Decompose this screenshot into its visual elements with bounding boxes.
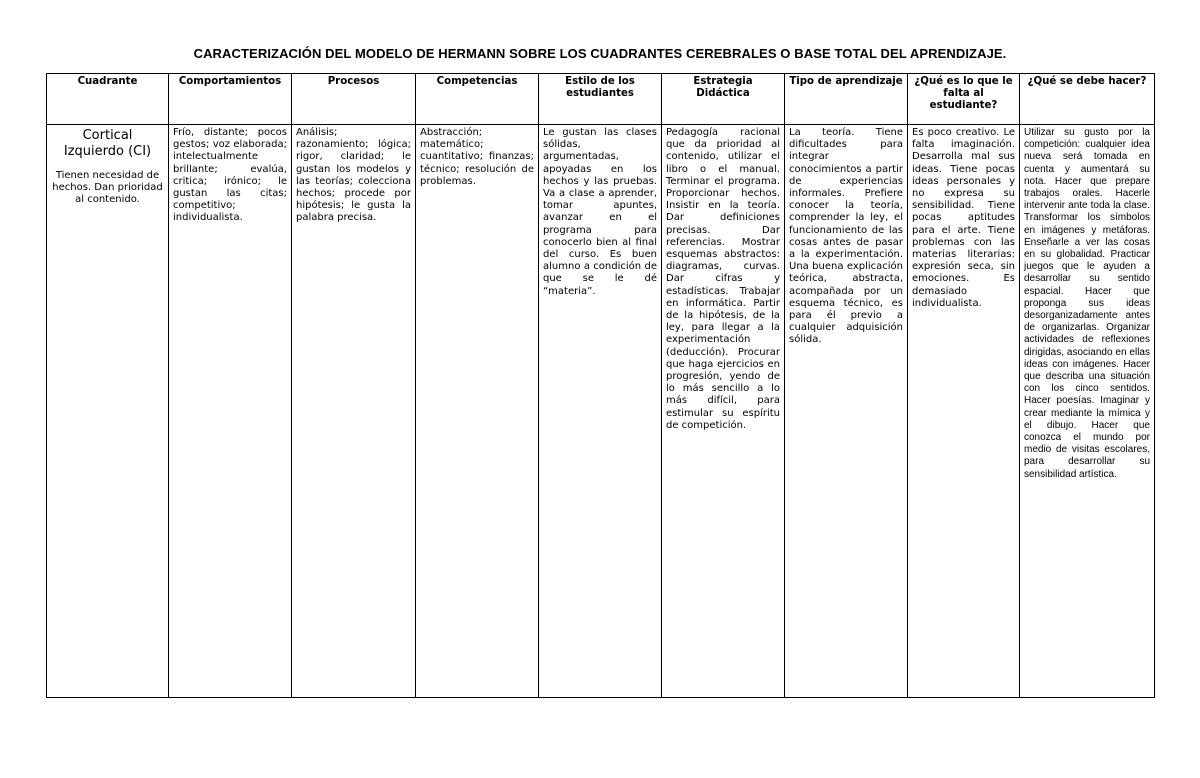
table-header-row [47, 74, 1155, 125]
header-cuadrante: Cuadrante [47, 74, 169, 125]
tipo-text: La teoría. Tiene dificultades para integrar conocimientos a partir de experiencias informales. Prefiere conocer la teoría, comprender la ley, el funcionamiento de las cosas antes de pasar a la experimentación. Una buena explicación teórica, abstracta, acompañada por un esquema técnico, es para él previo a cualquier adquisición sólida. [789, 127, 903, 346]
comportamientos-text: Frío, distante; pocos gestos; voz elaborada; intelectualmente brillante; evalúa, critica; irónico; le gustan las citas; competitivo; individualista. [173, 127, 287, 224]
estilo-text: Le gustan las clases sólidas, argumentadas, apoyadas en los hechos y las pruebas. Va a clase a aprender, tomar apuntes, avanzar en el programa para conocerlo bien al final del curso. Es buen alumno a condición de que se le dé “materia”. [543, 127, 657, 297]
competencias-text: Abstracción; matemático; cuantitativo; finanzas; técnico; resolución de problemas. [420, 127, 534, 187]
header-hacer: ¿Qué se debe hacer? [1020, 74, 1155, 125]
quadrant-name: Cortical Izquierdo (CI) [63, 128, 152, 159]
hacer-text: Utilizar su gusto por la competición: cualquier idea nueva será tomada en cuenta y aumentará su nota. Hacer que prepare trabajos orales. Hacerle intervenir ante toda la clase. Transformar los símbolos en imágenes y metáforas. Enseñarle a ver las cosas en su globalidad. Practicar juegos que le ayuden a desarrollar su sentido espacial. Hacer que proponga sus ideas desorganizadamente antes de organizarlas. Organizar actividades de reflexiones dirigidas, asociando en ellas ideas con imágenes. Hacer que describa una situación con los cinco sentidos. Hacer poesías. Imaginar y crear mediante la mímica y el dibujo. Hacer que conozca el mundo por medio de visitas escolares, para desarrollar su sensibilidad artística. [1024, 127, 1150, 480]
cell-estrategia [662, 125, 785, 698]
header-comportamientos: Comportamientos [169, 74, 292, 125]
cell-falta [908, 125, 1020, 698]
cell-estilo [539, 125, 662, 698]
header-falta: ¿Qué es lo que le falta al estudiante? [908, 74, 1020, 125]
cell-cuadrante [47, 125, 169, 698]
hermann-quadrant-table [46, 73, 1155, 698]
header-estilo: Estilo de los estudiantes [539, 74, 662, 125]
cell-tipo [785, 125, 908, 698]
header-estrategia: Estrategia Didáctica [662, 74, 785, 125]
header-competencias: Competencias [416, 74, 539, 125]
cell-competencias [416, 125, 539, 698]
header-tipo: Tipo de aprendizaje [785, 74, 908, 125]
falta-text: Es poco creativo. Le falta imaginación. Desarrolla mal sus ideas. Tiene pocas ideas personales y no expresa su sensibilidad. Tiene pocas aptitudes para el arte. Tiene problemas con las materias literarias: expresión seca, sin emociones. Es demasiado individualista. [912, 127, 1015, 309]
cell-comportamientos [169, 125, 292, 698]
header-procesos: Procesos [292, 74, 416, 125]
procesos-text: Análisis; razonamiento; lógica; rigor, claridad; le gustan los modelos y las teorías; colecciona hechos; procede por hipótesis; le gusta la palabra precisa. [296, 127, 411, 224]
cell-procesos [292, 125, 416, 698]
cell-hacer [1020, 125, 1155, 698]
estrategia-text: Pedagogía racional que da prioridad al contenido, utilizar el libro o el manual. Terminar el programa. Proporcionar hechos. Insistir en la teoría. Dar definiciones precisas. Dar referencias. Mostrar esquemas abstractos: diagramas, curvas. Dar cifras y estadísticas. Trabajar en informática. Partir de la hipótesis, de la ley, para llegar a la experimentación (deducción). Procurar que haga ejercicios en progresión, yendo de lo más sencillo a lo más difícil, para estimular su espíritu de competición. [666, 127, 780, 431]
table-row [47, 125, 1155, 698]
document-title: CARACTERIZACIÓN DEL MODELO DE HERMANN SOBRE LOS CUADRANTES CEREBRALES O BASE TOTAL DEL APRENDIZAJE. [193, 46, 1007, 61]
quadrant-description: Tienen necesidad de hechos. Dan prioridad al contenido. [52, 170, 163, 206]
